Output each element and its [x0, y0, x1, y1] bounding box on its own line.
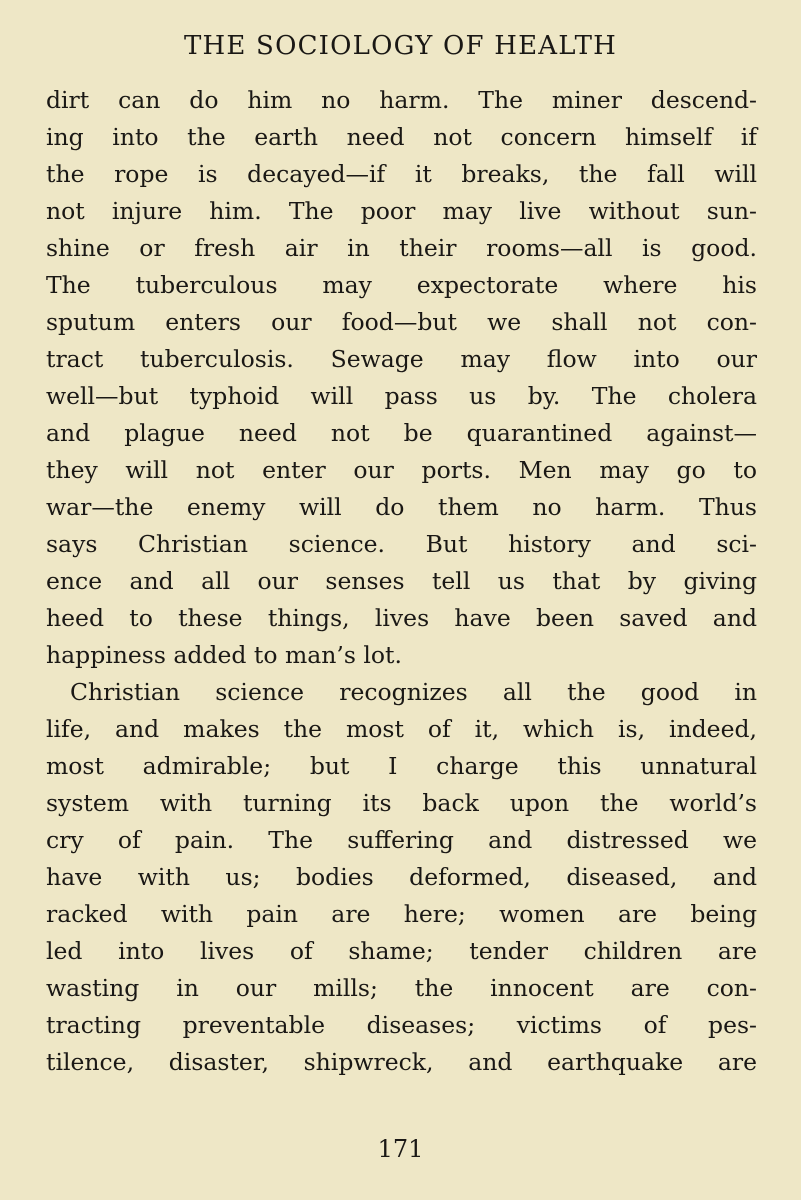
text-line: have with us; bodies deformed, diseased, and — [46, 863, 757, 891]
text-line: well—but typhoid will pass us by. The cholera — [46, 382, 757, 410]
text-line: system with turning its back upon the world’s — [46, 789, 757, 817]
running-head: THE SOCIOLOGY OF HEALTH — [184, 31, 617, 61]
text-line: racked with pain are here; women are being — [46, 900, 757, 928]
page-number: 171 — [377, 1135, 424, 1163]
text-line: ing into the earth need not concern himself if — [46, 123, 757, 151]
paragraph-end-line: happiness added to man’s lot. — [46, 641, 402, 669]
text-line: shine or fresh air in their rooms—all is good. — [46, 234, 757, 262]
text-line: cry of pain. The suffering and distressed we — [46, 826, 757, 854]
text-line: ence and all our senses tell us that by giving — [46, 567, 757, 595]
text-line: says Christian science. But history and sci- — [46, 530, 757, 558]
text-line: life, and makes the most of it, which is, indeed, — [46, 715, 757, 743]
paragraph-start-line: Christian science recognizes all the good in — [70, 678, 757, 706]
text-line: The tuberculous may expectorate where his — [46, 271, 757, 299]
text-line: tract tuberculosis. Sewage may flow into our — [46, 345, 757, 373]
text-line: and plague need not be quarantined against— — [46, 419, 757, 447]
text-line: led into lives of shame; tender children are — [46, 937, 757, 965]
text-line: most admirable; but I charge this unnatural — [46, 752, 757, 780]
text-line: sputum enters our food—but we shall not con- — [46, 308, 757, 336]
text-line: tilence, disaster, shipwreck, and earthquake are — [46, 1048, 757, 1076]
text-line: war—the enemy will do them no harm. Thus — [46, 493, 757, 521]
text-line: they will not enter our ports. Men may go to — [46, 456, 757, 484]
text-line: the rope is decayed—if it breaks, the fall will — [46, 160, 757, 188]
text-line: tracting preventable diseases; victims of pes- — [46, 1011, 757, 1039]
text-line: wasting in our mills; the innocent are con- — [46, 974, 757, 1002]
text-line: heed to these things, lives have been saved and — [46, 604, 757, 632]
text-line: not injure him. The poor may live without sun- — [46, 197, 757, 225]
text-line: dirt can do him no harm. The miner descend- — [46, 86, 757, 114]
